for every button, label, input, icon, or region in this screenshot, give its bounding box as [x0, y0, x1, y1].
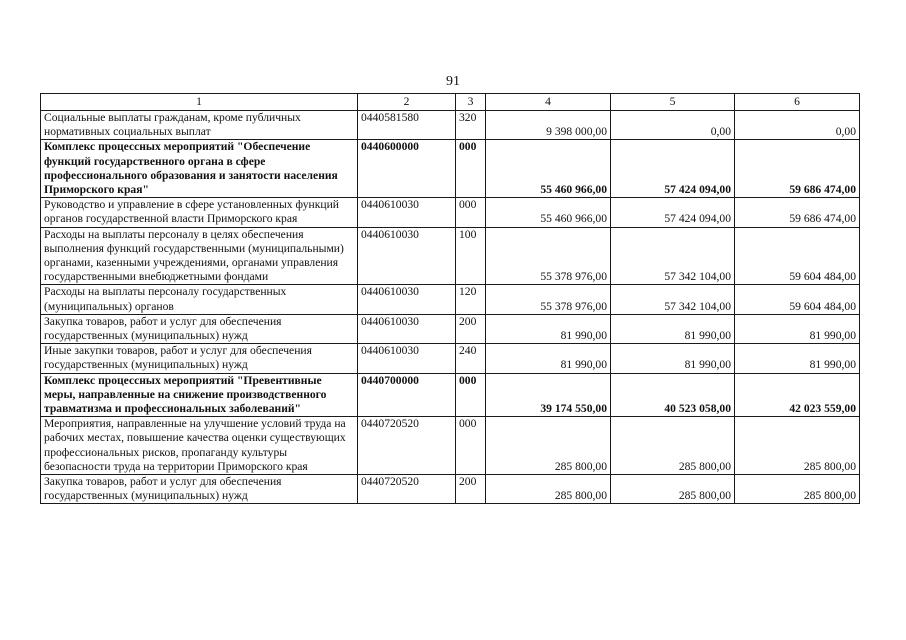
row-amount-year3: 59 604 484,00	[735, 285, 860, 314]
row-amount-year3: 285 800,00	[735, 475, 860, 504]
row-name: Закупка товаров, работ и услуг для обеспечения государственных (муниципальных) нужд	[41, 475, 358, 504]
row-amount-year1: 55 460 966,00	[486, 198, 611, 227]
row-amount-year3: 59 686 474,00	[735, 198, 860, 227]
row-code: 0440581580	[358, 111, 456, 140]
row-name: Расходы на выплаты персоналу государственных (муниципальных) органов	[41, 285, 358, 314]
row-amount-year1: 81 990,00	[486, 344, 611, 373]
row-amount-year1: 81 990,00	[486, 314, 611, 343]
table-row	[41, 475, 860, 504]
row-code: 0440610030	[358, 314, 456, 343]
row-amount-year2: 40 523 058,00	[611, 373, 735, 417]
row-amount-year2: 81 990,00	[611, 314, 735, 343]
row-code: 0440610030	[358, 198, 456, 227]
row-kind: 000	[456, 417, 486, 475]
row-amount-year3: 0,00	[735, 111, 860, 140]
row-name: Мероприятия, направленные на улучшение условий труда на рабочих местах, повышение качества оценки существующих профессиональных рисков, пропаганду культуры безопасности труда на территории Приморского края	[41, 417, 358, 475]
row-amount-year2: 285 800,00	[611, 417, 735, 475]
row-name: Комплекс процессных мероприятий "Превентивные меры, направленные на снижение производственного травматизма и профессиональных заболеваний"	[41, 373, 358, 417]
row-kind: 200	[456, 475, 486, 504]
row-amount-year1: 55 378 976,00	[486, 227, 611, 285]
column-number-row	[41, 94, 860, 111]
row-name: Комплекс процессных мероприятий "Обеспечение функций государственного органа в сфере профессионального образования и занятости населения Приморского края"	[41, 140, 358, 198]
row-code: 0440720520	[358, 475, 456, 504]
column-number: 4	[486, 94, 611, 111]
table-row	[41, 198, 860, 227]
row-amount-year3: 59 686 474,00	[735, 140, 860, 198]
table-row	[41, 314, 860, 343]
row-name: Социальные выплаты гражданам, кроме публичных нормативных социальных выплат	[41, 111, 358, 140]
row-amount-year2: 57 424 094,00	[611, 140, 735, 198]
row-amount-year1: 285 800,00	[486, 417, 611, 475]
row-amount-year3: 59 604 484,00	[735, 227, 860, 285]
row-amount-year3: 81 990,00	[735, 314, 860, 343]
table-row	[41, 227, 860, 285]
row-amount-year2: 57 342 104,00	[611, 285, 735, 314]
column-number: 6	[735, 94, 860, 111]
row-code: 0440610030	[358, 227, 456, 285]
row-kind: 120	[456, 285, 486, 314]
row-amount-year1: 55 460 966,00	[486, 140, 611, 198]
row-amount-year3: 42 023 559,00	[735, 373, 860, 417]
column-number: 5	[611, 94, 735, 111]
row-code: 0440720520	[358, 417, 456, 475]
row-kind: 320	[456, 111, 486, 140]
row-code: 0440600000	[358, 140, 456, 198]
row-amount-year2: 0,00	[611, 111, 735, 140]
row-code: 0440700000	[358, 373, 456, 417]
budget-table	[40, 93, 860, 504]
table-row	[41, 111, 860, 140]
row-kind: 200	[456, 314, 486, 343]
row-kind: 000	[456, 198, 486, 227]
row-kind: 000	[456, 140, 486, 198]
row-kind: 100	[456, 227, 486, 285]
row-amount-year2: 285 800,00	[611, 475, 735, 504]
table-row	[41, 344, 860, 373]
row-kind: 240	[456, 344, 486, 373]
row-amount-year2: 57 424 094,00	[611, 198, 735, 227]
page-number: 91	[446, 74, 460, 89]
row-amount-year2: 81 990,00	[611, 344, 735, 373]
row-kind: 000	[456, 373, 486, 417]
row-amount-year3: 81 990,00	[735, 344, 860, 373]
table-row	[41, 417, 860, 475]
column-number: 3	[456, 94, 486, 111]
table-row	[41, 285, 860, 314]
row-amount-year1: 9 398 000,00	[486, 111, 611, 140]
row-amount-year1: 285 800,00	[486, 475, 611, 504]
row-code: 0440610030	[358, 285, 456, 314]
row-name: Расходы на выплаты персоналу в целях обеспечения выполнения функций государственными (муниципальными) органами, казенными учреждениями, органами управления государственными внебюджетными фондами	[41, 227, 358, 285]
row-name: Закупка товаров, работ и услуг для обеспечения государственных (муниципальных) нужд	[41, 314, 358, 343]
row-name: Руководство и управление в сфере установленных функций органов государственной власти Приморского края	[41, 198, 358, 227]
row-amount-year1: 39 174 550,00	[486, 373, 611, 417]
column-number: 2	[358, 94, 456, 111]
row-code: 0440610030	[358, 344, 456, 373]
row-amount-year2: 57 342 104,00	[611, 227, 735, 285]
table-row	[41, 373, 860, 417]
column-number: 1	[41, 94, 358, 111]
table-row	[41, 140, 860, 198]
row-name: Иные закупки товаров, работ и услуг для обеспечения государственных (муниципальных) нужд	[41, 344, 358, 373]
row-amount-year3: 285 800,00	[735, 417, 860, 475]
row-amount-year1: 55 378 976,00	[486, 285, 611, 314]
